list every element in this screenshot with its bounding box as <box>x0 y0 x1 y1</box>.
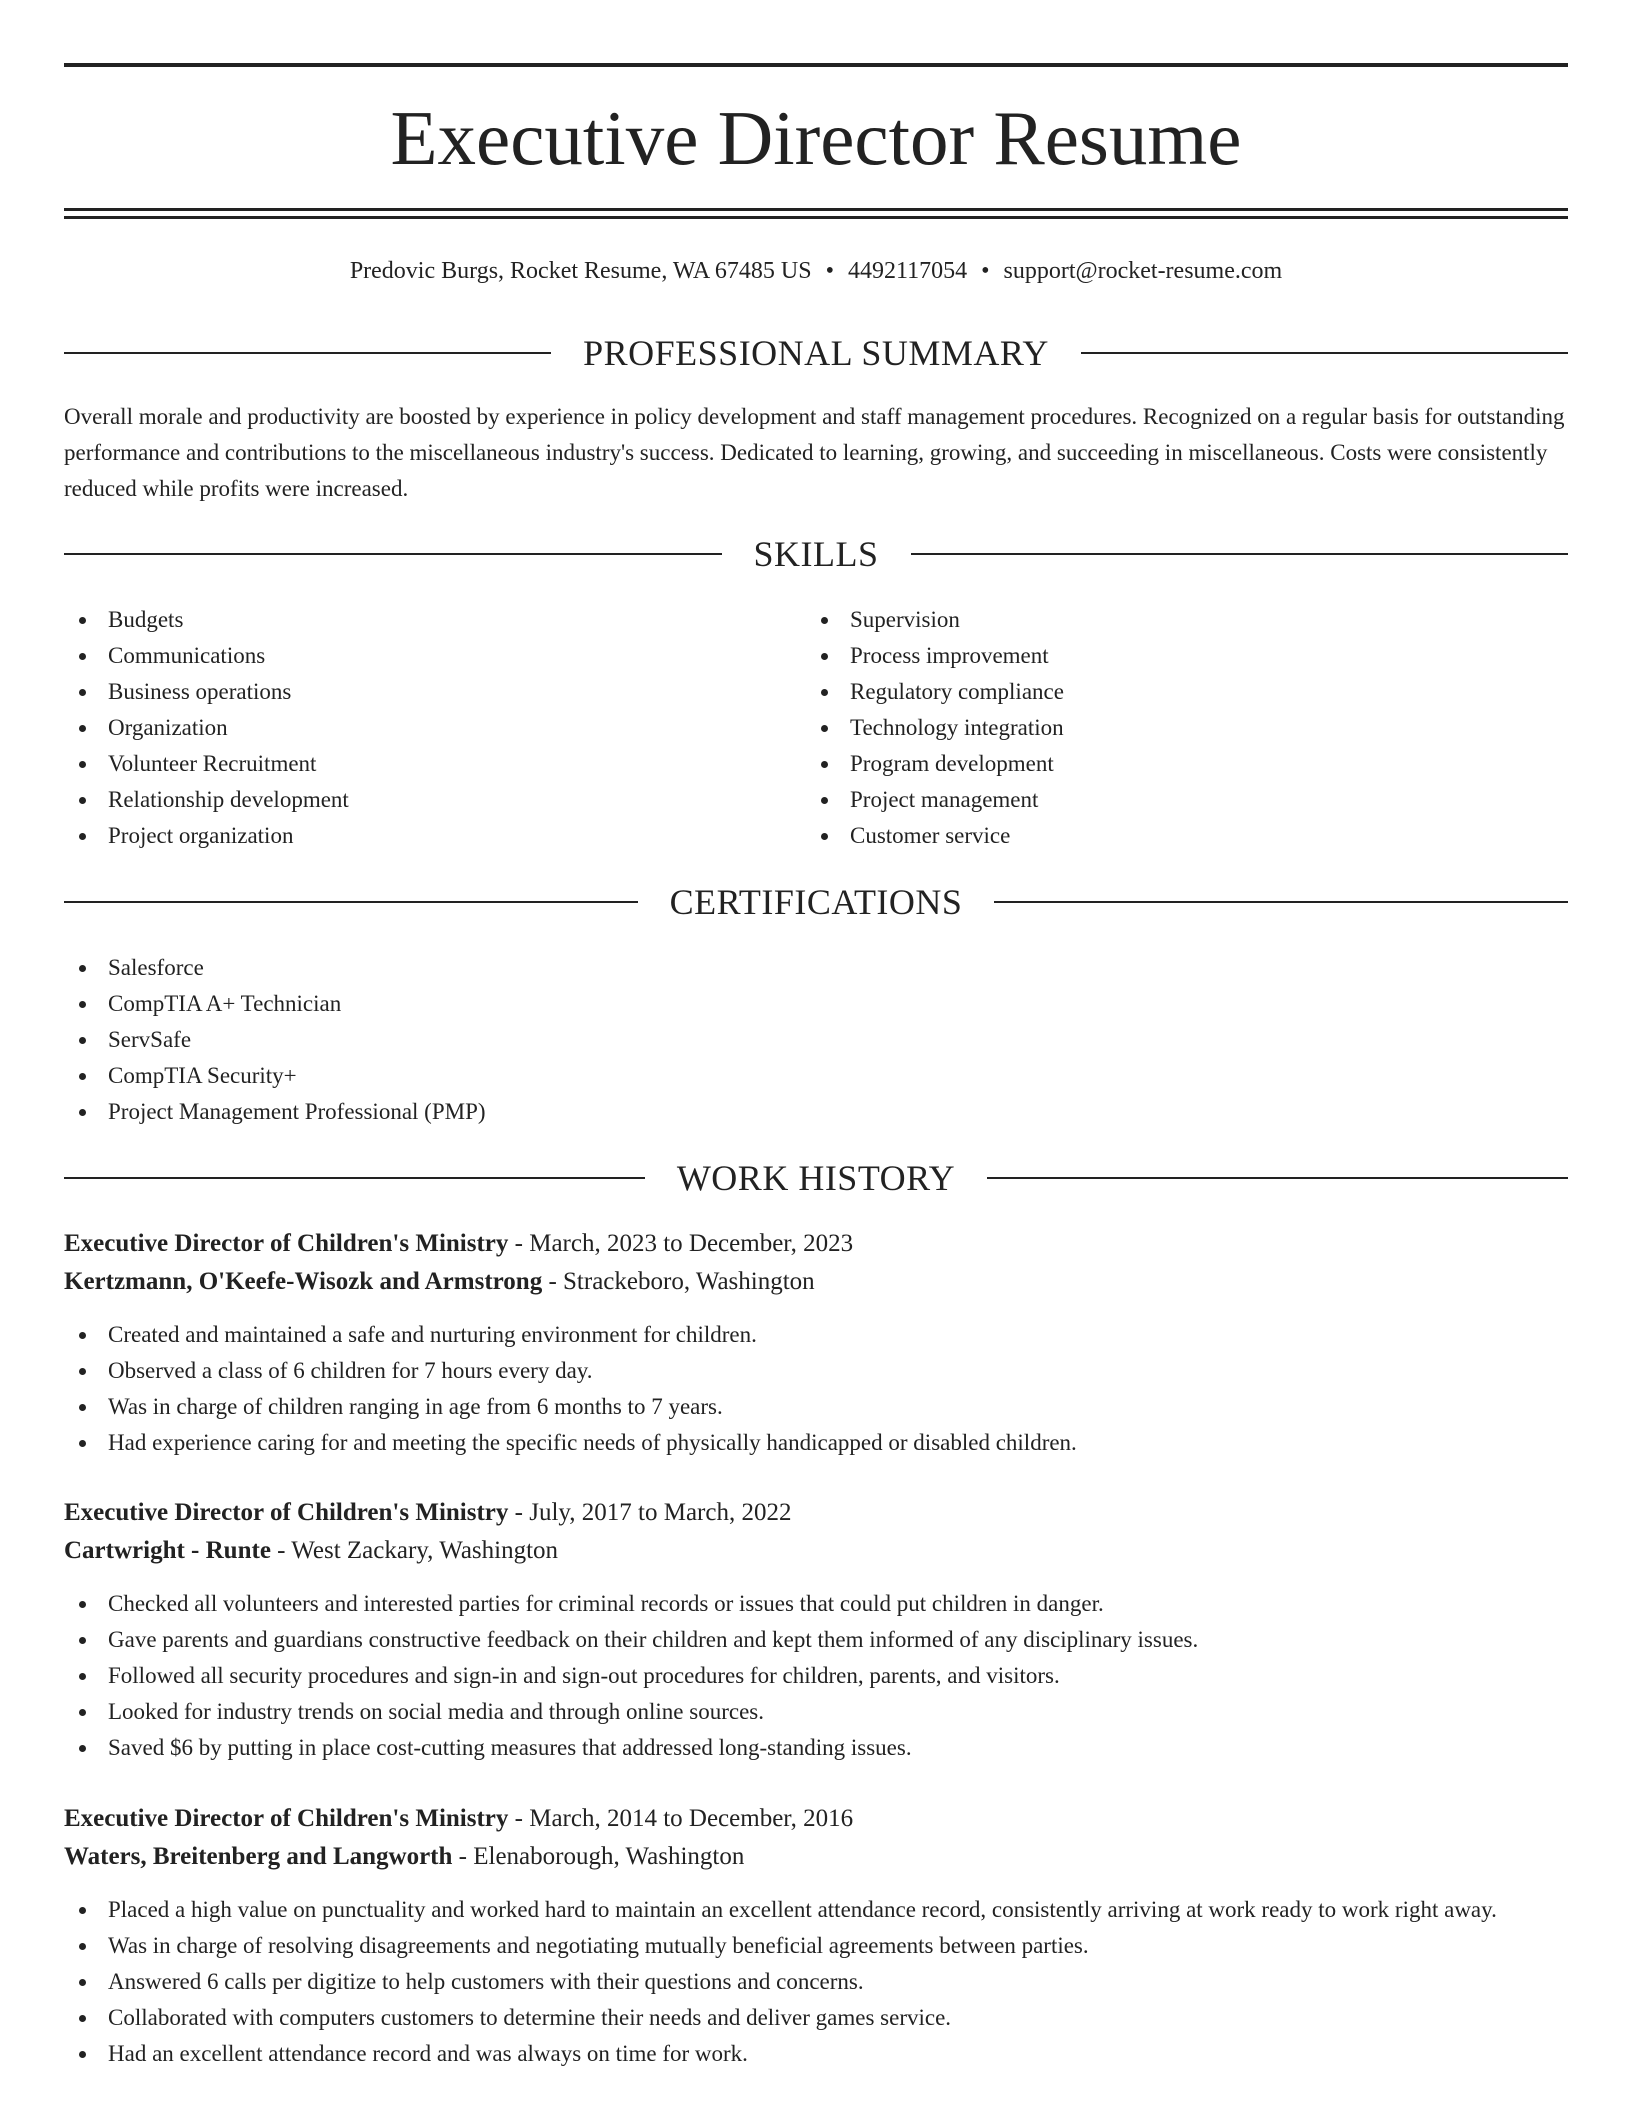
skill-item: Process improvement <box>806 638 1506 674</box>
job-duties-list <box>64 1317 1568 1461</box>
job-entry <box>64 1225 1568 1461</box>
certifications-list <box>64 950 1568 1130</box>
job-duty-item: Answered 6 calls per digitize to help customers with their questions and concerns. <box>64 1964 1568 2000</box>
job-title: Executive Director of Children's Ministry <box>64 1230 509 1257</box>
skill-item: Supervision <box>806 602 1506 638</box>
job-title: Executive Director of Children's Ministry <box>64 1499 509 1526</box>
job-duty-item: Checked all volunteers and interested parties for criminal records or issues that could put children in danger. <box>64 1586 1568 1622</box>
heading-rule-right <box>994 901 1568 903</box>
skill-item: Project management <box>806 782 1506 818</box>
job-company: Kertzmann, O'Keefe-Wisozk and Armstrong <box>64 1268 543 1295</box>
job-dates: - July, 2017 to March, 2022 <box>514 1499 792 1526</box>
job-duty-item: Followed all security procedures and sign-in and sign-out procedures for children, parents, and visitors. <box>64 1658 1568 1694</box>
job-location: - West Zackary, Washington <box>277 1537 559 1564</box>
heading-rule-left <box>64 553 722 555</box>
skill-item: Relationship development <box>64 782 764 818</box>
job-entry <box>64 1800 1568 2072</box>
skills-list-right <box>806 602 1506 854</box>
certification-item: Salesforce <box>64 950 1568 986</box>
work-history-heading-label: WORK HISTORY <box>676 1158 956 1198</box>
certification-item: Project Management Professional (PMP) <box>64 1094 1568 1130</box>
skill-item: Customer service <box>806 818 1506 854</box>
contact-phone: 4492117054 <box>847 258 968 284</box>
summary-heading-label: PROFESSIONAL SUMMARY <box>583 333 1049 373</box>
certification-item: CompTIA A+ Technician <box>64 986 1568 1022</box>
job-duties-list <box>64 1586 1568 1766</box>
title-rule-upper <box>64 208 1568 211</box>
job-dates: - March, 2023 to December, 2023 <box>514 1230 854 1257</box>
certification-item: ServSafe <box>64 1022 1568 1058</box>
job-duty-item: Was in charge of children ranging in age from 6 months to 7 years. <box>64 1389 1568 1425</box>
skill-item: Program development <box>806 746 1506 782</box>
job-duty-item: Had experience caring for and meeting the specific needs of physically handicapped or disabled children. <box>64 1425 1568 1461</box>
job-company-line <box>64 1532 1568 1570</box>
certifications-heading <box>64 880 1568 924</box>
work-history-heading <box>64 1156 1568 1200</box>
job-duty-item: Created and maintained a safe and nurturing environment for children. <box>64 1317 1568 1353</box>
heading-rule-left <box>64 352 551 354</box>
heading-rule-right <box>911 553 1569 555</box>
job-company-line <box>64 1263 1568 1301</box>
job-duty-item: Had an excellent attendance record and was always on time for work. <box>64 2036 1568 2072</box>
job-location: - Strackeboro, Washington <box>548 1268 815 1295</box>
heading-rule-left <box>64 1177 645 1179</box>
job-dates: - March, 2014 to December, 2016 <box>514 1805 854 1832</box>
summary-text: Overall morale and productivity are boosted by experience in policy development and staff management procedures. Recognized on a regular basis for outstanding performance and contributions to the miscellaneous industry's success. Dedicated to learning, growing, and succeeding in miscellaneous. Costs were consistently reduced while profits were increased. <box>64 404 1565 501</box>
job-entry <box>64 1494 1568 1766</box>
skill-item: Volunteer Recruitment <box>64 746 764 782</box>
contact-separator: • <box>825 258 834 284</box>
contact-line <box>64 255 1568 287</box>
summary-heading <box>64 331 1568 375</box>
skill-item: Communications <box>64 638 764 674</box>
contact-address: Predovic Burgs, Rocket Resume, WA 67485 US <box>349 258 812 284</box>
skills-heading <box>64 532 1568 576</box>
skills-list-left <box>64 602 764 854</box>
job-duty-item: Looked for industry trends on social media and through online sources. <box>64 1694 1568 1730</box>
skill-item: Business operations <box>64 674 764 710</box>
contact-separator: • <box>981 258 990 284</box>
job-duty-item: Was in charge of resolving disagreements and negotiating mutually beneficial agreements between parties. <box>64 1928 1568 1964</box>
certification-item: CompTIA Security+ <box>64 1058 1568 1094</box>
job-company-line <box>64 1838 1568 1876</box>
heading-rule-right <box>987 1177 1568 1179</box>
resume-title: Executive Director Resume <box>390 95 1242 181</box>
job-title-line <box>64 1494 1568 1532</box>
job-duty-item: Saved $6 by putting in place cost-cutting measures that addressed long-standing issues. <box>64 1730 1568 1766</box>
skill-item: Project organization <box>64 818 764 854</box>
title-rule-lower <box>64 216 1568 219</box>
job-title-line <box>64 1800 1568 1838</box>
heading-rule-right <box>1081 352 1568 354</box>
skills-heading-label: SKILLS <box>753 534 879 574</box>
job-title: Executive Director of Children's Ministry <box>64 1805 509 1832</box>
certifications-heading-label: CERTIFICATIONS <box>669 882 963 922</box>
heading-rule-left <box>64 901 638 903</box>
job-duty-item: Placed a high value on punctuality and worked hard to maintain an excellent attendance record, consistently arriving at work ready to work right away. <box>64 1892 1568 1928</box>
job-title-line <box>64 1225 1568 1263</box>
skill-item: Budgets <box>64 602 764 638</box>
job-company: Waters, Breitenberg and Langworth <box>64 1843 453 1870</box>
skill-item: Technology integration <box>806 710 1506 746</box>
job-duty-item: Collaborated with computers customers to determine their needs and deliver games service. <box>64 2000 1568 2036</box>
contact-email: support@rocket-resume.com <box>1003 258 1283 284</box>
job-company: Cartwright - Runte <box>64 1537 271 1564</box>
skill-item: Regulatory compliance <box>806 674 1506 710</box>
job-duty-item: Gave parents and guardians constructive feedback on their children and kept them informed of any disciplinary issues. <box>64 1622 1568 1658</box>
job-duty-item: Observed a class of 6 children for 7 hours every day. <box>64 1353 1568 1389</box>
skill-item: Organization <box>64 710 764 746</box>
top-rule <box>64 63 1568 67</box>
job-duties-list <box>64 1892 1568 2072</box>
job-location: - Elenaborough, Washington <box>458 1843 745 1870</box>
